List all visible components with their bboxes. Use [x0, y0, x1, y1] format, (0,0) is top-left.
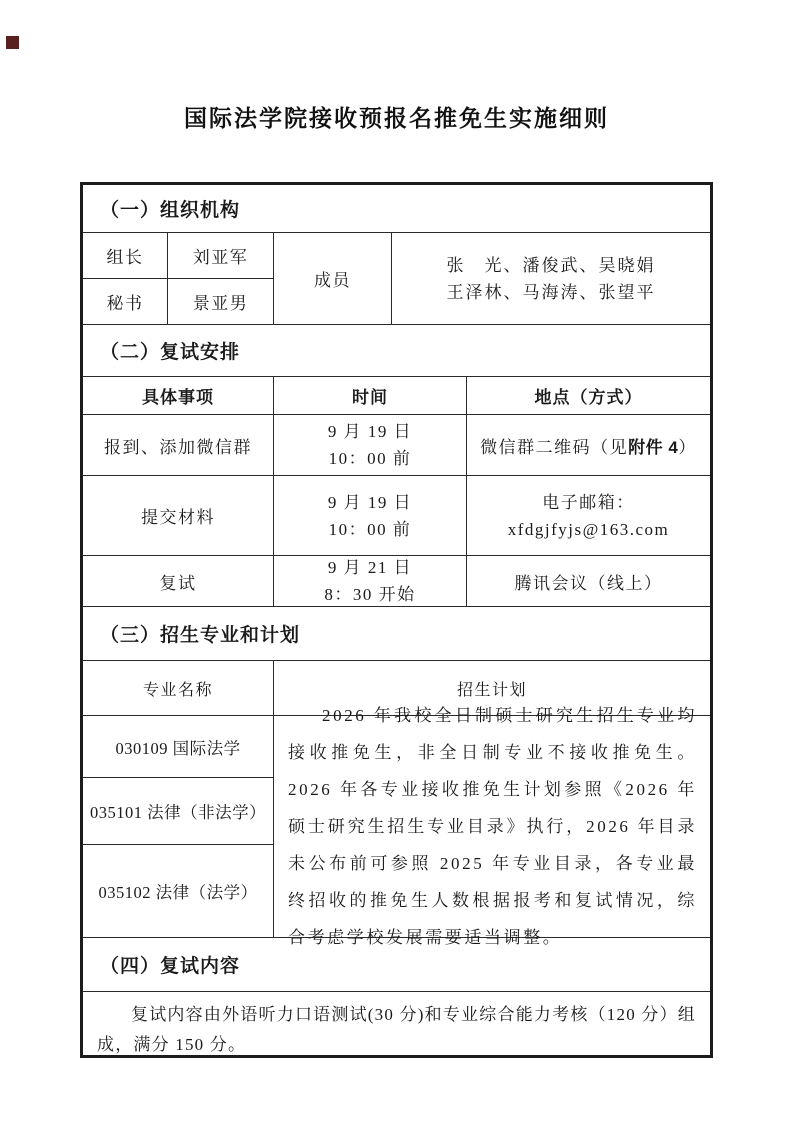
reexam-item: 复试 — [83, 556, 274, 606]
col-header-place: 地点（方式） — [534, 388, 643, 407]
major-law-nonlaw: 035101 法律（非法学） — [83, 778, 273, 845]
checkin-time-hour: 10：00 前 — [328, 449, 412, 468]
section3-header-label: （三）招生专业和计划 — [100, 625, 301, 646]
reexam-time-date: 9 月 21 日 — [327, 558, 413, 577]
materials-time-hour: 10：00 前 — [328, 519, 412, 539]
leader-name: 刘亚军 — [192, 248, 249, 267]
plan-cell — [274, 706, 710, 947]
table-row-materials — [83, 476, 710, 556]
materials-place — [467, 476, 710, 555]
org-roles-column — [83, 233, 274, 324]
section3-body — [83, 706, 710, 947]
section1-header-label: （一）组织机构 — [100, 200, 241, 221]
members-label: 成员 — [274, 233, 392, 324]
secretary-label: 秘书 — [83, 279, 168, 324]
materials-item: 提交材料 — [83, 476, 274, 555]
section2-column-headers — [83, 377, 710, 415]
secretary-row — [83, 279, 273, 324]
table-row-reexam — [83, 556, 710, 607]
members-line-1: 张 光、潘俊武、吴晓娟 — [446, 255, 656, 275]
section1-header — [83, 185, 710, 233]
materials-email-label: 电子邮箱： — [542, 492, 635, 512]
reexam-time-hour: 8：30 开始 — [324, 585, 416, 604]
checkin-place-prefix: 微信群二维码（见 — [480, 437, 629, 457]
checkin-time-date: 9 月 19 日 — [327, 422, 413, 441]
checkin-place-suffix: ） — [678, 437, 697, 457]
leader-label: 组长 — [83, 233, 168, 278]
col-header-plan: 招生计划 — [456, 681, 527, 699]
leader-row — [83, 233, 273, 279]
members-line-2: 王泽林、马海涛、张望平 — [446, 282, 656, 302]
rules-table — [80, 182, 713, 1058]
col-header-major: 专业名称 — [83, 661, 274, 715]
section2-header — [83, 325, 710, 377]
majors-column — [83, 716, 274, 937]
major-international-law: 030109 国际法学 — [83, 716, 273, 778]
section2-header-label: （二）复试安排 — [100, 342, 241, 363]
materials-time-date: 9 月 19 日 — [327, 492, 413, 512]
secretary-name: 景亚男 — [192, 294, 249, 313]
section3-header — [83, 607, 710, 661]
major-law-law: 035102 法律（法学） — [98, 883, 258, 902]
plan-paragraph: 2026 年我校全日制硕士研究生招生专业均接收推免生，非全日制专业不接收推免生。2026 年各专业接收推免生计划参照《2026 年硕士研究生招生专业目录》执行，2026 年目录未公布前可参照 2025 年专业目录，各专业最终招收的推免生人数根据报考和复试情况，综合考虑学校发展需要适当调整。 — [288, 706, 697, 947]
checkin-place — [467, 415, 710, 475]
materials-email-address: xfdgjfyjs@163.com — [507, 519, 670, 539]
page-title: 国际法学院接收预报名推免生实施细则 — [184, 105, 609, 131]
table-row-checkin — [83, 415, 710, 476]
section4-body — [83, 992, 710, 1055]
reexam-time — [274, 556, 467, 606]
col-header-item: 具体事项 — [83, 377, 274, 414]
checkin-item: 报到、添加微信群 — [83, 415, 274, 475]
section1-body — [83, 233, 710, 325]
section4-header-label: （四）复试内容 — [100, 956, 241, 977]
checkin-place-attachment-ref: 附件 4 — [628, 437, 679, 457]
reexam-place: 腾讯会议（线上） — [514, 573, 663, 593]
members-names — [392, 233, 710, 324]
corner-mark — [6, 36, 19, 49]
col-header-time: 时间 — [274, 377, 467, 414]
materials-time — [274, 476, 467, 555]
checkin-time — [274, 415, 467, 475]
reexam-content-paragraph: 复试内容由外语听力口语测试(30 分)和专业综合能力考核（120 分）组成，满分 150 分。 — [97, 1005, 696, 1054]
